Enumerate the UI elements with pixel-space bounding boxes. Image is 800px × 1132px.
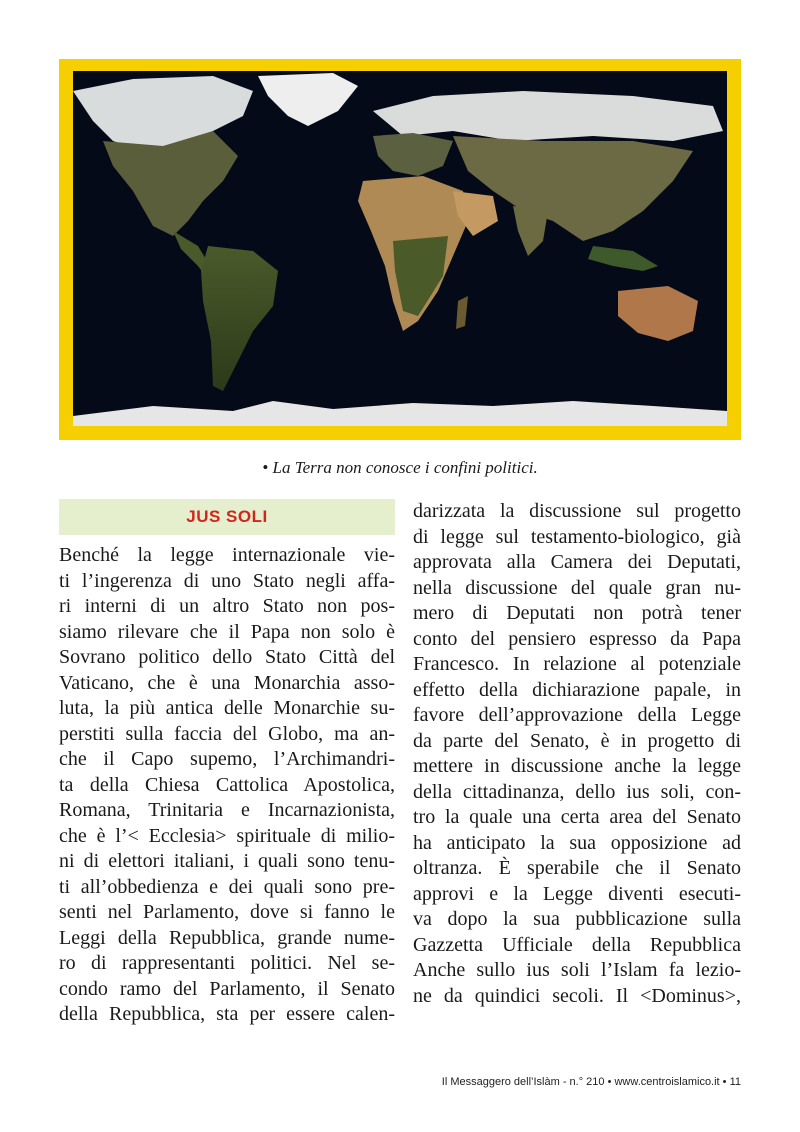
right-column — [413, 499, 741, 1009]
text-line: ti l’ingerenza di uno Stato negli affa- — [59, 569, 395, 592]
text-line: ri interni di un altro Stato non pos- — [59, 595, 395, 617]
text-line: da parte del Senato, è in progetto di — [413, 729, 741, 752]
text-line: approvata alla Camera dei Deputati, — [413, 551, 741, 573]
text-line: ro di rappresentanti politici. Nel se- — [59, 952, 395, 974]
text-line: che è l’< Ecclesia> spirituale di milio- — [59, 824, 395, 847]
world-map — [73, 71, 727, 426]
left-column — [59, 499, 395, 1028]
text-line: Romana, Trinitaria e Incarnazionista, — [59, 799, 395, 821]
text-line: della cittadinanza, dello ius soli, con- — [413, 780, 741, 803]
left-column-text — [59, 543, 395, 1028]
text-line: ne da quindici secoli. Il <Dominus>, — [413, 984, 741, 1007]
text-line: ta della Chiesa Cattolica Apostolica, — [59, 773, 395, 796]
text-line: senti nel Parlamento, dove si fanno le — [59, 901, 395, 923]
text-line: effetto della dichiarazione papale, in — [413, 678, 741, 701]
text-line: approvi e la Legge diventi esecuti- — [413, 882, 741, 905]
text-line: mero di Deputati non potrà tener — [413, 602, 741, 624]
text-line: della Repubblica, sta per essere calen- — [59, 1003, 395, 1025]
text-line: conto del pensiero espresso da Papa — [413, 627, 741, 650]
text-line: Francesco. In relazione al potenziale — [413, 653, 741, 675]
section-heading: JUS SOLI — [59, 499, 395, 535]
text-line: luta, la più antica delle Monarchie su- — [59, 697, 395, 719]
page-footer: Il Messaggero dell’Islàm - n.° 210 • www.centroislamico.it • 11 — [441, 1076, 741, 1088]
text-line: mettere in discussione anche la legge — [413, 755, 741, 777]
text-line: darizzata la discussione sul progetto — [413, 500, 741, 522]
text-line: ha anticipato la sua opposizione ad — [413, 831, 741, 854]
text-line: ti all’obbedienza e dei quali sono pre- — [59, 875, 395, 898]
right-column-text — [413, 499, 741, 1009]
text-line: perstiti sulla faccia del Globo, ma an- — [59, 722, 395, 745]
text-line: oltranza. È sperabile che il Senato — [413, 857, 741, 879]
text-line: Sovrano politico dello Stato Città del — [59, 646, 395, 668]
world-map-image — [59, 59, 741, 440]
image-caption: • La Terra non conosce i confini politici. — [262, 458, 538, 477]
text-line: siamo rilevare che il Papa non solo è — [59, 620, 395, 643]
text-line: Benché la legge internazionale vie- — [59, 544, 395, 566]
text-line: Vaticano, che è una Monarchia asso- — [59, 671, 395, 694]
text-line: di legge sul testamento-biologico, già — [413, 525, 741, 548]
text-line: ni di elettori italiani, i quali sono tenu- — [59, 850, 395, 872]
text-line: va dopo la sua pubblicazione sulla — [413, 908, 741, 930]
text-line: Anche sullo ius soli l’Islam fa lezio- — [413, 959, 741, 981]
text-line: nella discussione del quale gran nu- — [413, 576, 741, 599]
text-line: tro la quale una certa area del Senato — [413, 806, 741, 828]
world-map-graphic — [73, 71, 727, 426]
text-line: condo ramo del Parlamento, il Senato — [59, 977, 395, 1000]
text-line: favore dell’approvazione della Legge — [413, 704, 741, 726]
text-line: che il Capo supemo, l’Archimandri- — [59, 748, 395, 770]
text-line: Gazzetta Ufficiale della Repubblica — [413, 933, 741, 956]
text-line: Leggi della Repubblica, grande nume- — [59, 926, 395, 949]
